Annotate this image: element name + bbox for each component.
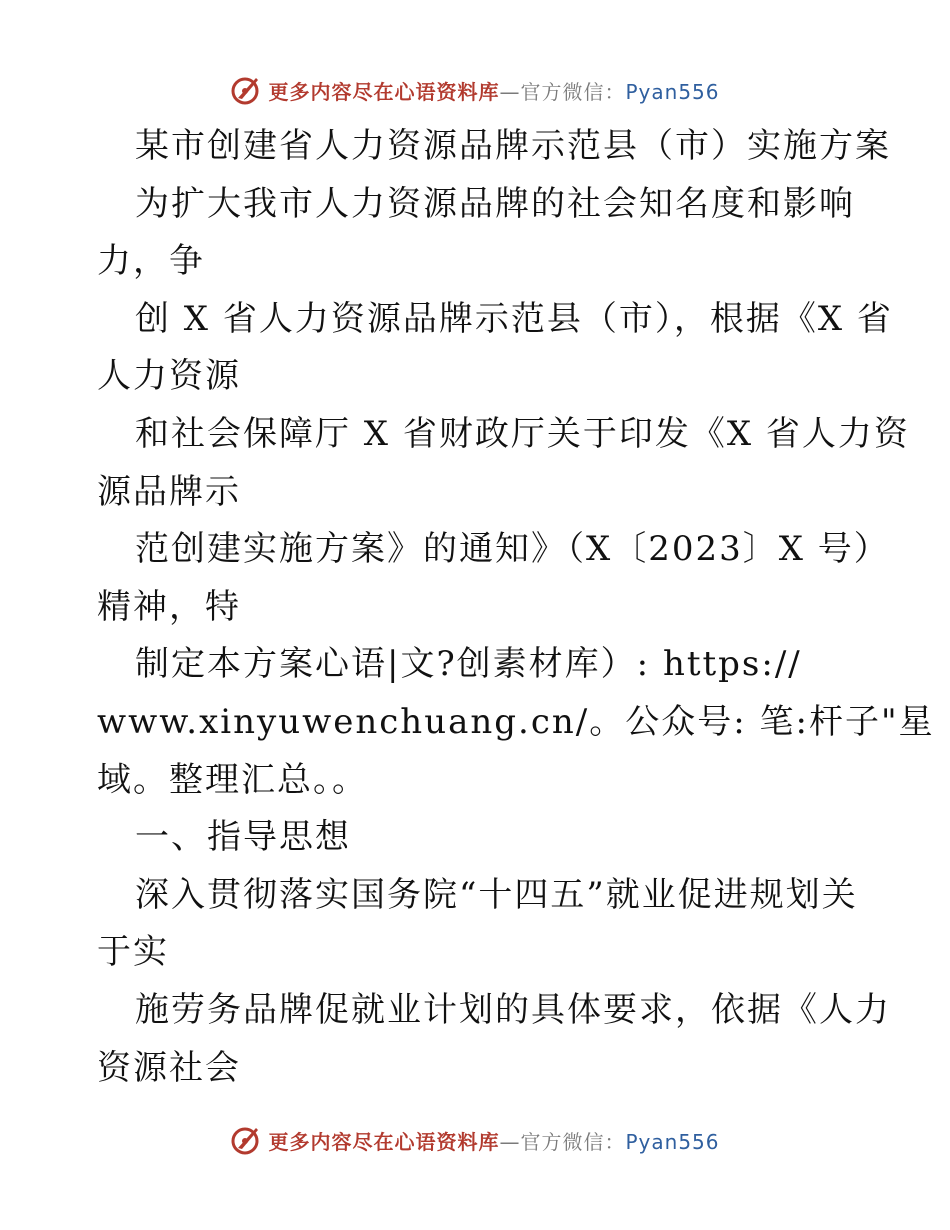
paragraph-line: 制定本方案心语|文?创素材库）: https:// bbox=[135, 644, 802, 685]
quill-logo-icon bbox=[230, 1124, 262, 1156]
banner-separator: — bbox=[499, 1129, 521, 1154]
paragraph-line: 人力资源 bbox=[97, 356, 241, 397]
paragraph-line: 于实 bbox=[97, 932, 169, 973]
paragraph-line: 资源社会 bbox=[97, 1047, 241, 1088]
paragraph-line: 深入贯彻落实国务院“十四五”就业促进规划关 bbox=[135, 874, 858, 915]
quill-logo-icon bbox=[230, 74, 262, 106]
paragraph-line: 施劳务品牌促就业计划的具体要求，依据《人力 bbox=[135, 989, 891, 1030]
footer-banner bbox=[0, 1120, 950, 1160]
paragraph-line: www.xinyuwenchuang.cn/。公众号: 笔:杆子"星 bbox=[97, 701, 935, 742]
banner-text bbox=[268, 1126, 719, 1155]
document-title: 某市创建省人力资源品牌示范县（市）实施方案 bbox=[135, 126, 891, 166]
banner-text bbox=[268, 76, 719, 105]
document-body bbox=[97, 118, 935, 1097]
banner-brand: 更多内容尽在心语资料库 bbox=[268, 79, 500, 104]
banner-label: 官方微信： bbox=[520, 1129, 626, 1154]
section-heading: 一、指导思想 bbox=[135, 817, 351, 858]
paragraph-line: 创 X 省人力资源品牌示范县（市），根据《X 省 bbox=[135, 298, 893, 339]
paragraph-line: 精神，特 bbox=[97, 586, 241, 627]
paragraph-line: 和社会保障厅 X 省财政厅关于印发《X 省人力资 bbox=[135, 413, 910, 454]
paragraph-line: 范创建实施方案》的通知》（X〔2023〕X 号） bbox=[135, 529, 890, 570]
banner-label: 官方微信： bbox=[520, 79, 626, 104]
paragraph-line: 为扩大我市人力资源品牌的社会知名度和影响 bbox=[135, 183, 855, 224]
paragraph-line: 域。整理汇总。。 bbox=[97, 759, 368, 800]
header-banner bbox=[0, 70, 950, 110]
banner-separator: — bbox=[499, 79, 521, 104]
paragraph-line: 源品牌示 bbox=[97, 471, 241, 512]
banner-account: Pyan556 bbox=[625, 1129, 720, 1154]
banner-account: Pyan556 bbox=[625, 79, 720, 104]
paragraph-line: 力，争 bbox=[97, 241, 205, 282]
banner-brand: 更多内容尽在心语资料库 bbox=[268, 1129, 500, 1154]
